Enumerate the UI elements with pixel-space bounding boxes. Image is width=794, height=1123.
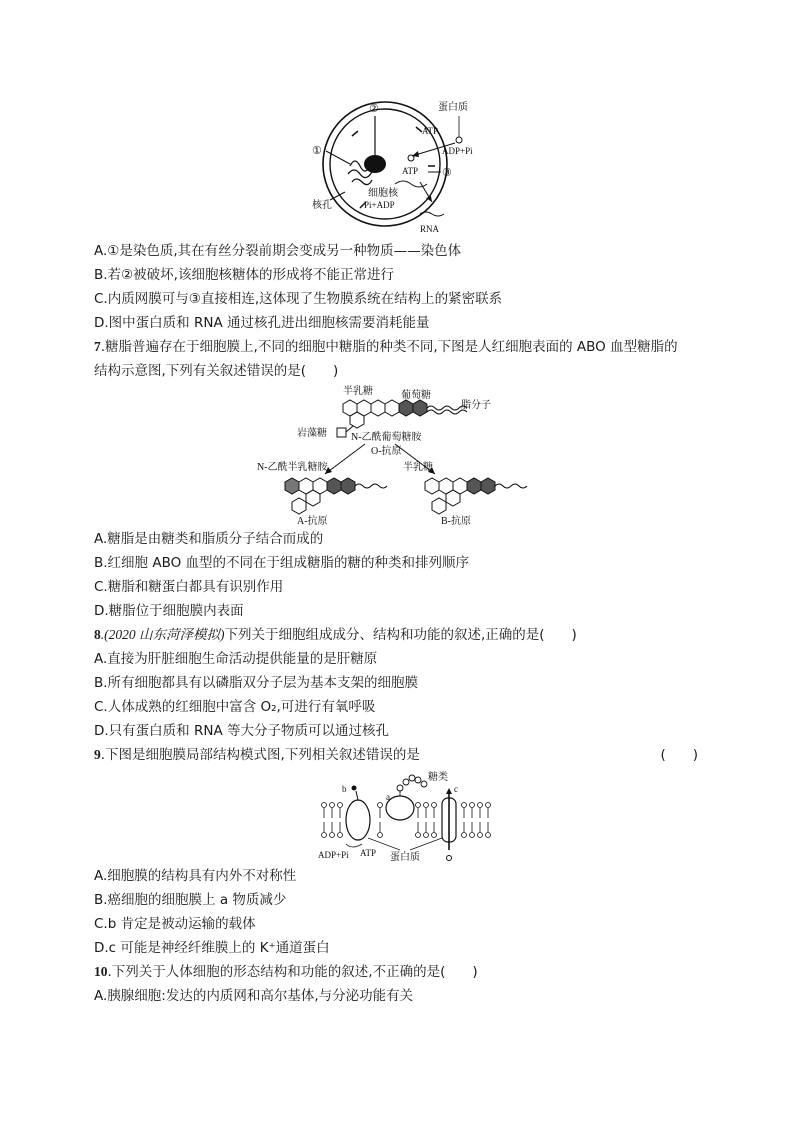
q9-option-a: A.细胞膜的结构具有内外不对称性 xyxy=(94,868,297,884)
q6-option-a: A.①是染色质,其在有丝分裂前期会变成另一种物质——染色体 xyxy=(94,243,462,259)
q8-option-a: A.直接为肝脏细胞生命活动提供能量的是肝糖原 xyxy=(94,651,378,667)
q8-number: 8 xyxy=(94,627,101,642)
galnac-label: N-乙酰半乳糖胺 xyxy=(257,462,328,473)
adp-pi-label: ADP+Pi xyxy=(318,850,349,860)
nucleus-diagram xyxy=(300,96,510,236)
glcnac-label: N-乙酰葡萄糖胺 xyxy=(351,432,422,443)
q8-option-b: B.所有细胞都具有以磷脂双分子层为基本支架的细胞膜 xyxy=(94,675,419,691)
protein-b xyxy=(346,800,370,840)
galactose2-label: 半乳糖 xyxy=(403,462,433,473)
q8-source: .(2020 山东菏泽模拟) xyxy=(100,627,225,642)
nucleus-label: 细胞核 xyxy=(368,188,398,199)
glycolipid-diagram xyxy=(255,384,545,529)
pi-adp-label: Pi+ADP xyxy=(364,200,395,210)
protein-a xyxy=(386,796,414,820)
adp-pi-label: ADP+Pi xyxy=(442,146,473,156)
lipid-label: 脂分子 xyxy=(461,400,491,411)
o-antigen-label: O-抗原 xyxy=(371,446,402,457)
q7-stem-line1 xyxy=(94,337,678,357)
q10-number: 10 xyxy=(94,964,108,979)
sugar-chain xyxy=(397,775,427,796)
q8-stem xyxy=(94,625,577,645)
membrane-diagram xyxy=(318,770,498,865)
sugar-label: 糖类 xyxy=(428,772,448,783)
atp-label: ATP xyxy=(360,848,377,858)
q9-option-c: C.b 肯定是被动运输的载体 xyxy=(94,916,256,932)
q9-paren: ( ) xyxy=(660,747,698,763)
q7-stem-line2: 结构示意图,下列有关叙述错误的是( ) xyxy=(94,363,339,379)
rna-label: RNA xyxy=(420,224,440,234)
q10-stem-text: .下列关于人体细胞的形态结构和功能的叙述,不正确的是( ) xyxy=(107,964,478,980)
q8-option-c: C.人体成熟的红细胞中富含 O₂,可进行有氧呼吸 xyxy=(94,699,376,715)
b-antigen-chain xyxy=(425,478,527,514)
atp-top-label: ATP xyxy=(422,126,439,136)
q9-option-b: B.癌细胞的细胞膜上 a 物质减少 xyxy=(94,892,287,908)
q9-stem-text: .下图是细胞膜局部结构模式图,下列相关叙述错误的是 xyxy=(100,747,420,763)
q7-option-c: C.糖脂和糖蛋白都具有识别作用 xyxy=(94,579,284,595)
q7-number: 7 xyxy=(94,339,101,354)
circle2-label: ② xyxy=(369,103,379,115)
q6-option-b: B.若②被破坏,该细胞核糖体的形成将不能正常进行 xyxy=(94,267,394,283)
q7-stem-text: .糖脂普遍存在于细胞膜上,不同的细胞中糖脂的种类不同,下图是人红细胞表面的 ABO 血型糖脂的 xyxy=(100,339,678,355)
q9-stem xyxy=(94,745,420,765)
protein-label: 蛋白质 xyxy=(438,102,468,113)
q6-option-d: D.图中蛋白质和 RNA 通过核孔进出细胞核需要消耗能量 xyxy=(94,315,430,331)
label-b: b xyxy=(342,784,347,794)
a-antigen-label: A-抗原 xyxy=(297,516,328,527)
q7-option-a: A.糖脂是由糖类和脂质分子结合而成的 xyxy=(94,531,324,547)
q7-option-b: B.红细胞 ABO 血型的不同在于组成糖脂的糖的种类和排列顺序 xyxy=(94,555,470,571)
label-c: c xyxy=(454,784,458,794)
q10-stem xyxy=(94,962,478,982)
atp-bottom-label: ATP xyxy=(402,166,419,176)
q7-option-d: D.糖脂位于细胞膜内表面 xyxy=(94,603,244,619)
b-antigen-label: B-抗原 xyxy=(441,516,471,527)
q9-number: 9 xyxy=(94,747,101,762)
q9-option-d: D.c 可能是神经纤维膜上的 K⁺通道蛋白 xyxy=(94,940,330,956)
q6-option-c: C.内质网膜可与③直接相连,这体现了生物膜系统在结构上的紧密联系 xyxy=(94,291,503,307)
label-a: a xyxy=(386,792,390,802)
circle1-label: ① xyxy=(312,145,322,157)
q10-option-a: A.胰腺细胞:发达的内质网和高尔基体,与分泌功能有关 xyxy=(94,988,414,1004)
pore-label: 核孔 xyxy=(312,200,332,211)
fucose-label: 岩藻糖 xyxy=(297,428,327,439)
circle3-label: ③ xyxy=(442,167,452,179)
galactose-label: 半乳糖 xyxy=(343,386,373,397)
protein-label: 蛋白质 xyxy=(390,852,420,863)
glucose-label: 葡萄糖 xyxy=(401,390,431,401)
q8-stem-text: 下列关于细胞组成成分、结构和功能的叙述,正确的是( ) xyxy=(224,627,577,643)
a-antigen-chain xyxy=(285,478,387,514)
q8-option-d: D.只有蛋白质和 RNA 等大分子物质可以通过核孔 xyxy=(94,723,389,739)
